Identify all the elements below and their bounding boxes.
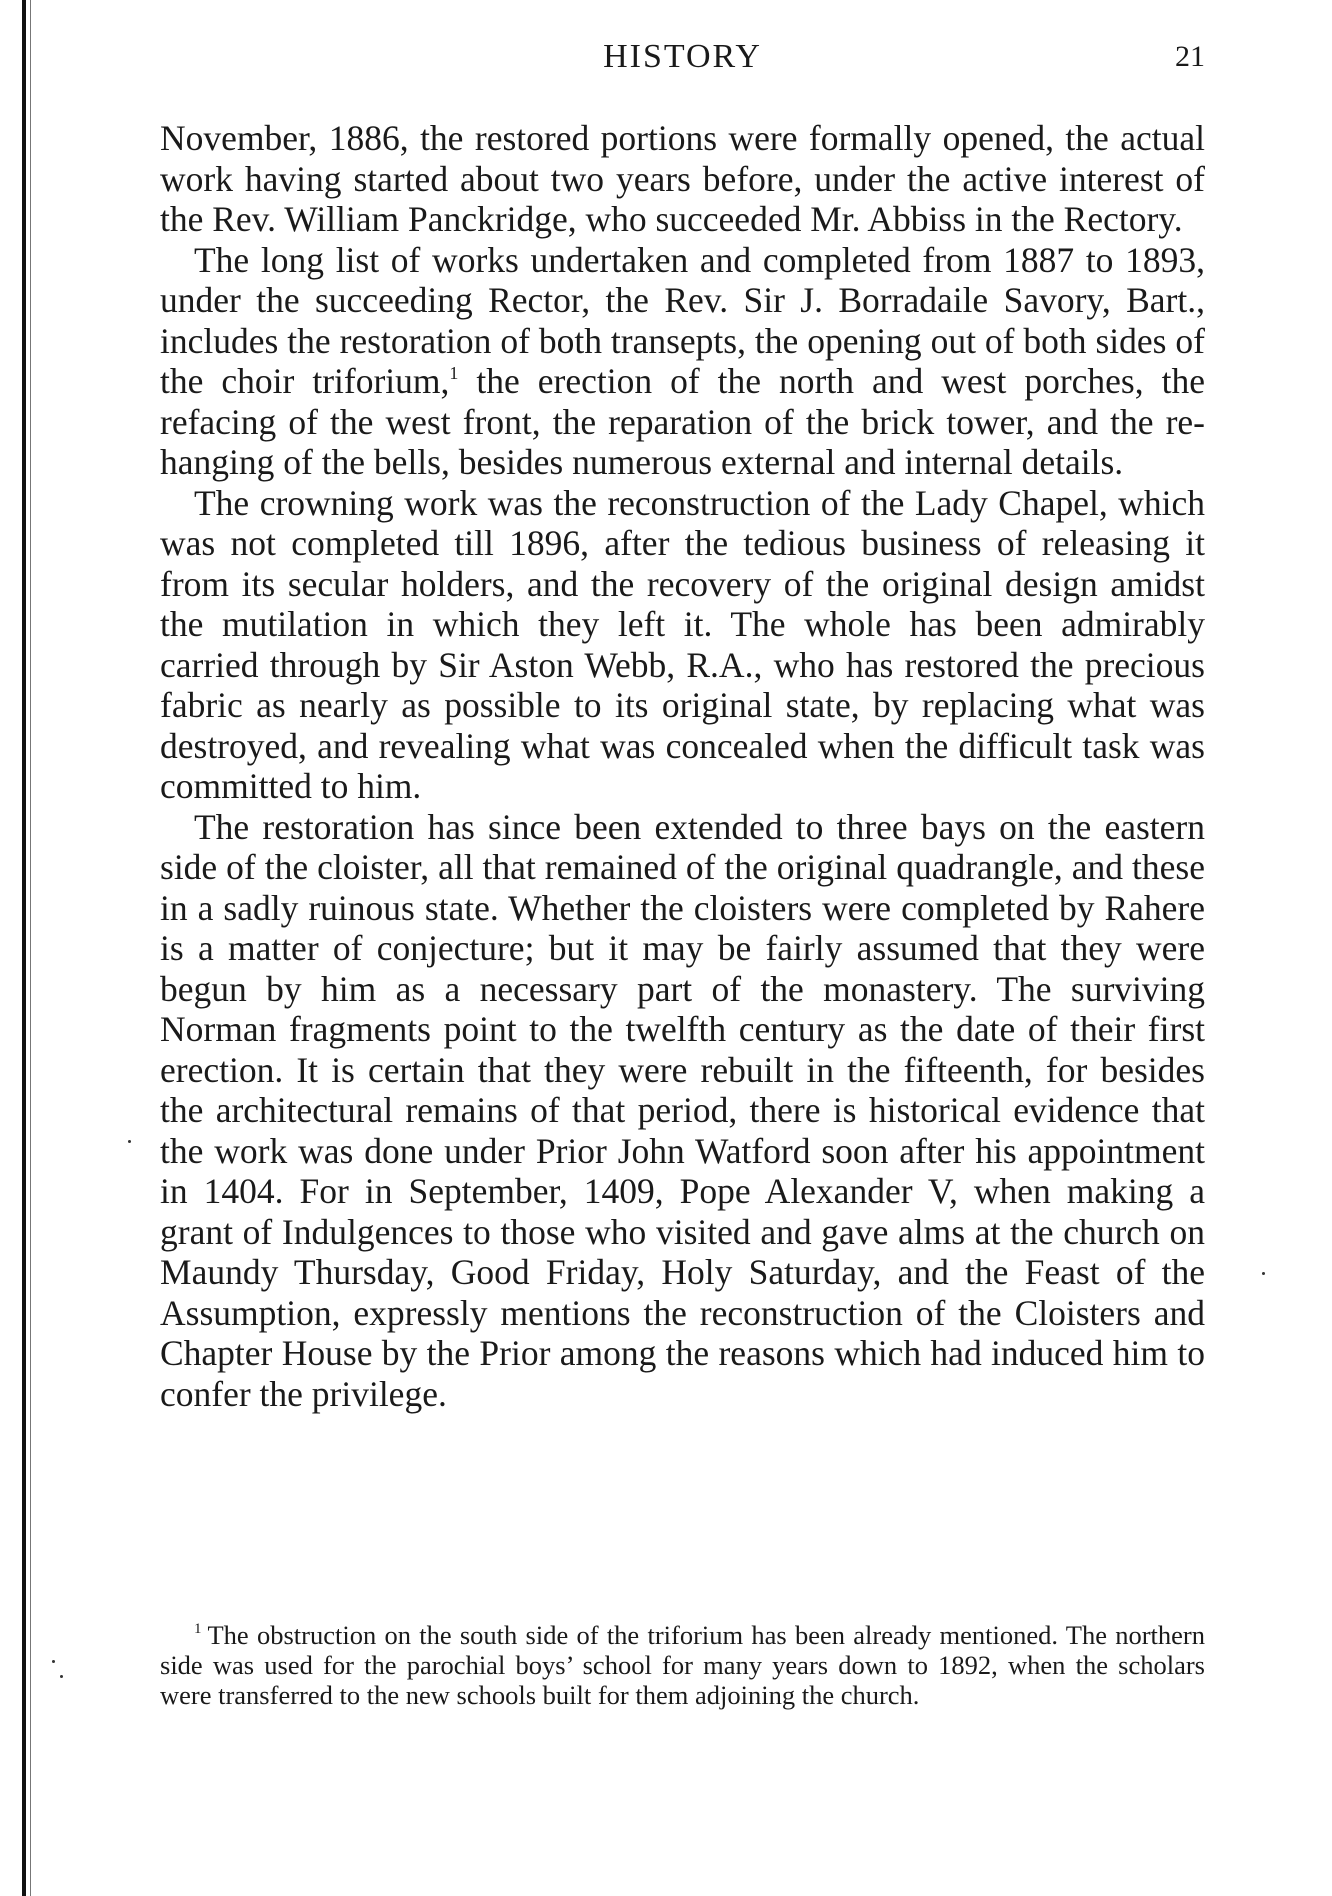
print-speck [52,1660,55,1663]
footnote-mark: 1 [194,1621,202,1637]
footnote-reference[interactable]: 1 [449,363,459,383]
body-text [160,118,1205,1414]
print-speck [60,1675,63,1678]
footnote [160,1620,1205,1710]
paragraph-4: The restoration has since been extended to three bays on the eastern side of the cloister, all that remained of the original quadrangle, and these in a sadly ruinous state. Whether the cloisters were completed by Rahere is a matter of conjecture; but it may be fairly assumed that they were begun by him as a necessary part of the monastery. The surviving Norman fragments point to the twelfth century as the date of their first erection. It is certain that they were rebuilt in the fifteenth, for besides the architectural remains of that period, there is historical evidence that the work was done under Prior John Watford soon after his appointment in 1404. For in September, 1409, Pope Alexander V, when making a grant of Indulgences to those who visited and gave alms at the church on Maundy Thursday, Good Friday, Holy Saturday, and the Feast of the Assumption, expressly mentions the reconstruction of the Cloisters and Chapter House by the Prior among the reasons which had induced him to confer the privilege. [160,806,1205,1414]
paragraph-1: November, 1886, the restored portions were formally opened, the actual work having started about two years before, under the active interest of the Rev. William Panckridge, who succeeded Mr. Abbiss in the Rectory. [160,118,1205,239]
footnote-text: The obstruction on the south side of the triforium has been already mentioned. The northern side was used for the parochial boys’ school for many years down to 1892, when the scholars were transferred to the new schools built for them adjoining the church. [160,1620,1205,1710]
print-speck [1262,1272,1265,1275]
paragraph-2-tail: the erection of the north and west porches, the refacing of the west front, the reparation of the brick tower, and the re-hanging of the bells, besides numerous external and internal details. [160,361,1205,482]
paragraph-3: The crowning work was the reconstruction of the Lady Chapel, which was not completed till 1896, after the tedious business of releasing it from its secular holders, and the recovery of the original design amidst the mutilation in which they left it. The whole has been admirably carried through by Sir Aston Webb, R.A., who has restored the precious fabric as nearly as possible to its original state, by replacing what was destroyed, and revealing what was concealed when the difficult task was committed to him. [160,482,1205,806]
print-speck [128,1140,131,1143]
binding-edge-rule [22,0,26,1896]
page-number: 21 [1175,40,1205,73]
paragraph-2-lead: The long list of works undertaken and completed from 1887 to 1893, under the succeeding Rector, the Rev. Sir J. Borradaile Savory, Bart., includes the restoration of both transepts, the opening out of both sides of the choir triforium, [160,239,1205,401]
paragraph-2 [160,240,1205,483]
running-title: HISTORY [603,38,762,75]
running-header [160,38,1205,88]
footnote-paragraph [160,1620,1205,1710]
binding-edge-rule-thin [30,0,31,1896]
